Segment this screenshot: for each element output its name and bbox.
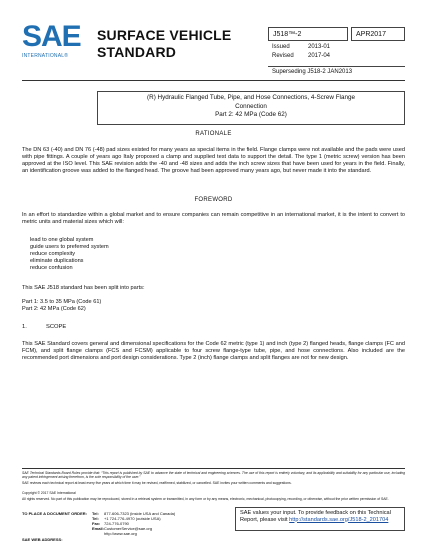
list-item: reduce complexity [30, 251, 76, 257]
feedback-link[interactable]: http://standards.sae.org/J518-2_201704 [289, 516, 389, 523]
web-link[interactable]: http://www.sae.org [104, 531, 137, 536]
issued-label: Issued [272, 44, 290, 50]
list-item: lead to one global system [30, 237, 94, 243]
scope-heading [22, 324, 66, 330]
scope-number: 1. [22, 324, 27, 330]
footer-divider [22, 468, 405, 469]
sae-logo [22, 20, 81, 62]
rationale-heading: RATIONALE [195, 131, 232, 137]
rationale-text: The DN 63 (-40) and DN 76 (-48) pad sizes existed for many years as special items in the field. Flange clamps were not available and the pads were used with pipe fittings. A couple of years ago Italy proposed a clamp and supplied test data to support the detail. The type 1 (metric screw) version has been approved at the ISO level. This SAE revision adds the -40 and -48 sizes and adds the inch screw sizes that have been used for years in the field. Finally, an identification groove was added to the flanged head. The groove had been approved many years ago, but never made it into the standard. [22, 147, 405, 174]
contact-row: Fax: 724-776-0790 [92, 521, 129, 526]
standard-title-frame [97, 91, 405, 125]
part-item: Part 1: 3.5 to 35 MPa (Code 61) [22, 299, 102, 305]
part-item: Part 2: 42 MPa (Code 62) [22, 306, 86, 312]
contact-row [92, 531, 175, 536]
document-number: J518™-2 [268, 27, 348, 41]
title-line-1: SURFACE VEHICLE [97, 27, 232, 43]
list-item: guide users to preferred system [30, 244, 109, 250]
revised-label: Revised [272, 53, 294, 59]
issue-info [268, 43, 405, 61]
standard-title-line-3: Part 2: 42 MPa (Code 62) [215, 111, 287, 118]
email-link[interactable]: CustomerService@sae.org [104, 526, 153, 531]
revised-row [268, 52, 405, 61]
scope-text: This SAE Standard covers general and dimensional specifications for the Code 62 metric (type 1) and inch (type 2) flanged heads, flange clamps (FC and FCM), and split flange clamps (FCS and FCSM) applicable to four screw flange-type tube, pipe, and hose connections. Also included are the recommended port dimensions and port design considerations. Type 2 (inch) flange clamps and split flanges are not for new design. [22, 341, 405, 361]
foreword-heading: FOREWORD [194, 197, 233, 203]
contact-row: Tel: +1 724-776-4970 (outside USA) [92, 516, 161, 521]
order-label: TO PLACE A DOCUMENT ORDER: [22, 511, 87, 516]
rights-notice: All rights reserved. No part of this publication may be reproduced, stored in a retrieval system or transmitted, in any form or by any means, electronic, mechanical, photocopying, recording, or otherwise, without the prior written permission of SAE. [22, 497, 389, 501]
standard-title-line-2: Connection [235, 102, 267, 110]
copyright: Copyright © 2017 SAE International [22, 491, 76, 495]
issued-row [268, 43, 405, 52]
standard-title-line-1: (R) Hydraulic Flanged Tube, Pipe, and Hose Connections, 4-Screw Flange [147, 94, 355, 101]
logo-subtext: INTERNATIONAL® [22, 53, 69, 59]
split-text: This SAE J518 standard has been split into parts: [22, 285, 145, 291]
revised-value: 2017-04 [308, 53, 331, 59]
web-address-label: SAE WEB ADDRESS: [22, 537, 63, 542]
list-item: reduce confusion [30, 265, 73, 271]
issued-value: 2013-01 [308, 44, 331, 50]
superseding-note: Superseding J518-2 JAN2013 [268, 66, 405, 77]
document-date: APR2017 [351, 27, 405, 41]
foreword-text: In an effort to standardize within a global market and to ensure companies can remain competitive in an international market, it is the intent to convert to metric units and material sizes which will: [22, 212, 405, 225]
contact-row: Email:CustomerService@sae.org [92, 526, 153, 531]
document-type-title [97, 27, 257, 77]
parts-list [22, 299, 322, 313]
feedback-box [235, 507, 405, 531]
header-divider [22, 80, 405, 81]
feedback-text: SAE values your input. To provide feedback on this Technical Report, please visit [240, 510, 391, 523]
logo-letters: SAE [22, 20, 81, 53]
title-line-2: STANDARD [97, 44, 177, 60]
list-item: eliminate duplications [30, 258, 84, 264]
scope-title: SCOPE [46, 324, 67, 330]
foreword-list [30, 237, 330, 272]
review-notice: SAE reviews each technical report at least every five years at which time it may be revised, reaffirmed, stabilized, or cancelled. SAE invites your written comments and suggestions. [22, 481, 292, 485]
contact-row: Tel: 877-606-7323 (inside USA and Canada) [92, 511, 176, 516]
rules-notice: SAE Technical Standards Board Rules provide that: “This report is published by SAE to advance the state of technical and engineering sciences. The use of this report is entirely voluntary, and its applicability and suitability for any particular use, including any patent infringement arising therefrom, is the sole responsibility of the user.” [22, 471, 405, 480]
